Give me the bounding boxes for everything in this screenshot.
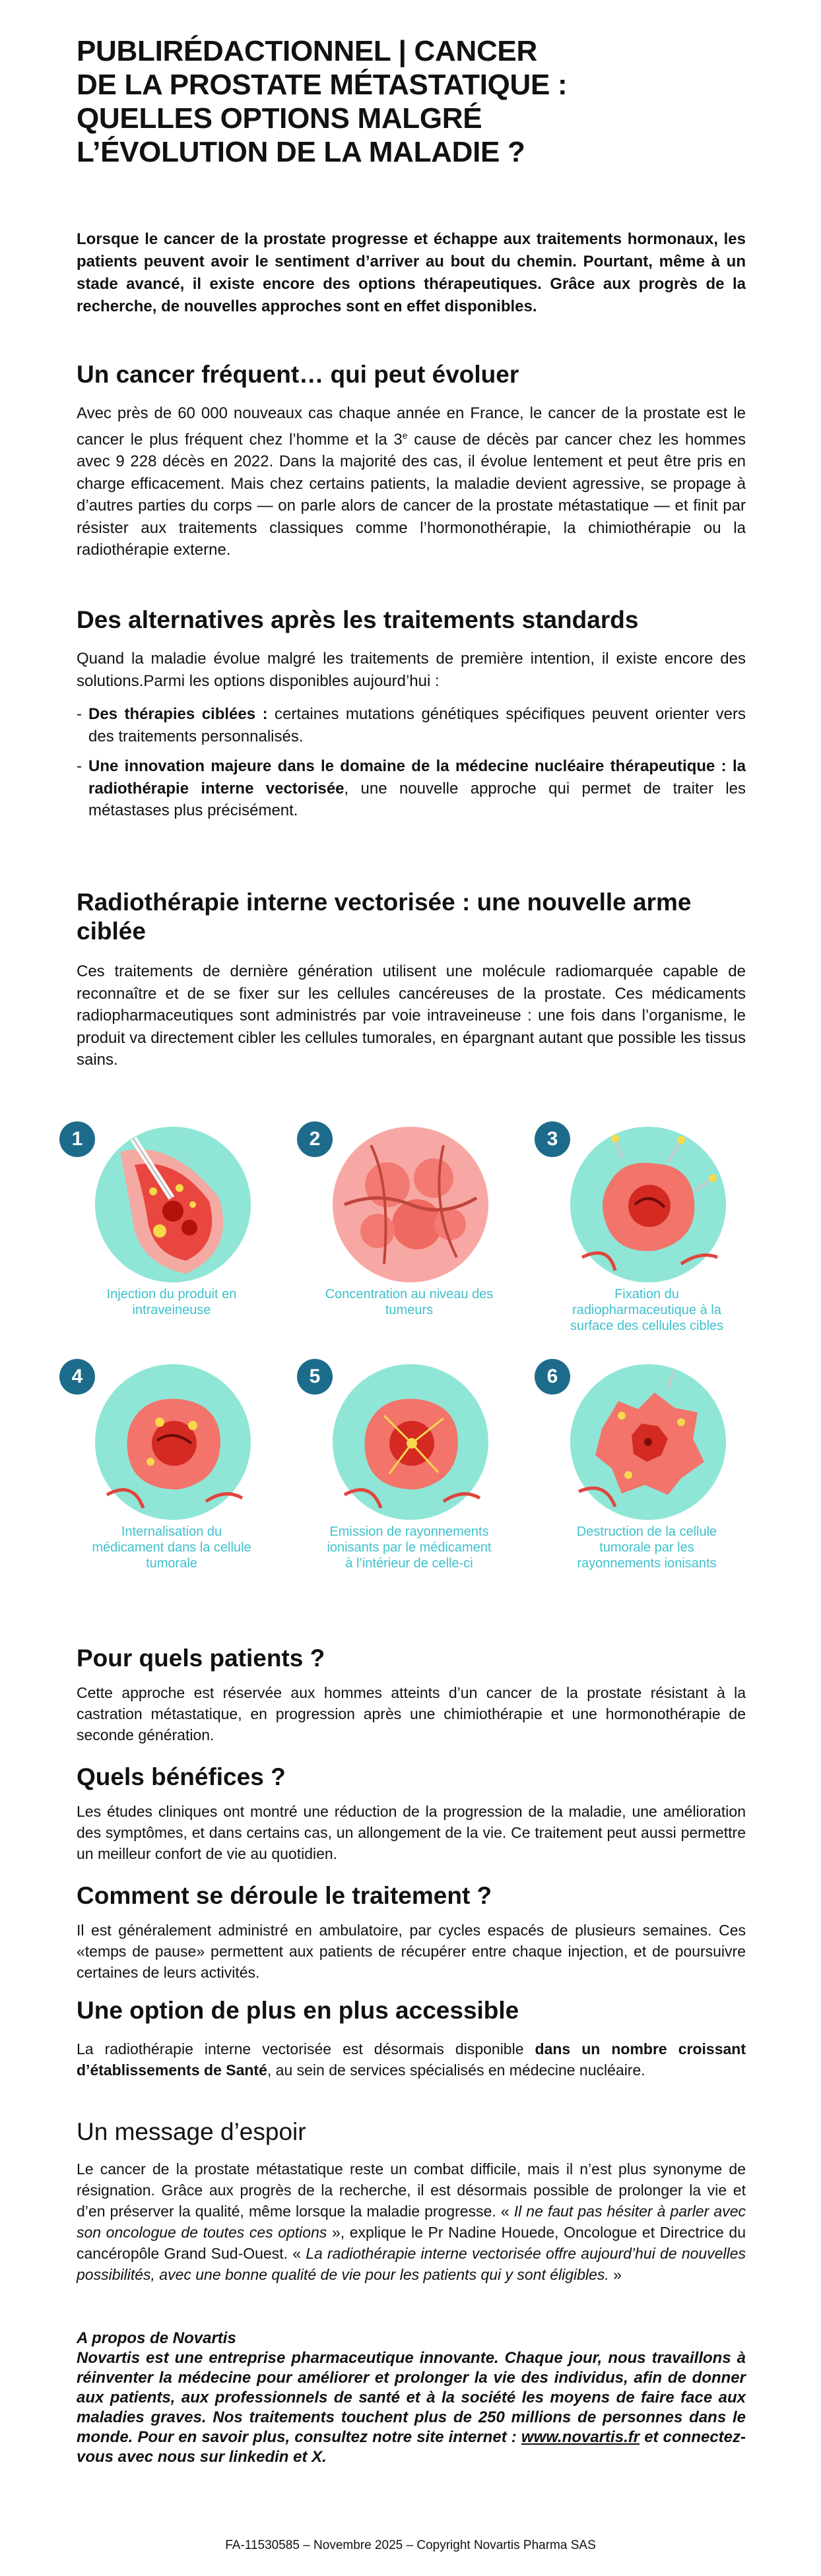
cell-binding-illustration bbox=[569, 1125, 727, 1284]
section-paragraph: Les études cliniques ont montré une réduction de la progression de la maladie, une amélioration des symptômes, et dans certains cas, un allongement de la vie. Ce traitement peut aussi permettre un meilleur confort de vie au quotidien. bbox=[77, 1803, 746, 1862]
list-item-text: , une nouvelle approche qui permet de traiter les métastases plus précisément. bbox=[88, 779, 746, 819]
section-paragraph: Il est généralement administré en ambulatoire, par cycles espacés de plusieurs semaines. Ces «temps de pause» permettent aux patients de récupérer entre chaque injection, et de poursuivre certaines de leurs activités. bbox=[77, 1922, 746, 1981]
step-number-badge: 1 bbox=[59, 1121, 95, 1157]
tumor-tissue-illustration bbox=[331, 1125, 490, 1284]
title-line: PUBLIRÉDACTIONNEL | CANCER bbox=[77, 35, 537, 67]
section-heading: Comment se déroule le traitement ? bbox=[77, 1882, 492, 1909]
title-line: QUELLES OPTIONS MALGRÉ bbox=[77, 102, 482, 135]
step-caption: Fixation du radiopharmaceutique à la surface des cellules cibles bbox=[570, 1287, 724, 1333]
text-fragment: Novartis est une entreprise pharmaceutique innovante. Chaque jour, nous travaillons à réinventer la médecine pour améliorer et prolonger la vie des individus, afin de donner aux patients, aux professionnels de santé et à la société les moyens de faire face aux maladies graves. Nos traitements touchent plus de 250 millions de personnes dans le monde. Pour en savoir plus, consultez notre site internet : bbox=[77, 2349, 746, 2446]
list-item bbox=[77, 703, 746, 747]
list-item-text: certaines mutations génétiques spécifiques peuvent orienter vers des traitements personnalisés. bbox=[88, 705, 746, 745]
section-paragraph bbox=[77, 2158, 746, 2285]
treatment-steps-grid bbox=[59, 1121, 772, 1596]
text-fragment: Le cancer de la prostate métastatique reste un combat difficile, mais il n’est plus synonyme de résignation. Grâce aux progrès de la recherche, il est désormais possible de prolonger la vie et d’en préserver la qualité, même lorsque la maladie progresse. « bbox=[77, 2160, 746, 2220]
step-caption: Internalisation du médicament dans la cellule tumorale bbox=[92, 1524, 251, 1571]
novartis-website-link[interactable]: www.novartis.fr bbox=[521, 2428, 640, 2446]
step-4 bbox=[59, 1359, 277, 1583]
section-heading: Pour quels patients ? bbox=[77, 1645, 325, 1672]
section-heading: Une option de plus en plus accessible bbox=[77, 1997, 519, 2024]
section-heading: Un message d’espoir bbox=[77, 2118, 306, 2145]
step-caption: Emission de rayonnements ionisants par le médicament à l’intérieur de celle-ci bbox=[327, 1524, 492, 1571]
step-number-badge: 2 bbox=[297, 1121, 333, 1157]
radiation-emission-illustration bbox=[331, 1363, 490, 1521]
list-item-bold: Des thérapies ciblées : bbox=[88, 705, 268, 723]
about-heading: A propos de Novartis bbox=[77, 2329, 236, 2347]
intro-paragraph: Lorsque le cancer de la prostate progresse et échappe aux traitements hormonaux, les patients peuvent avoir le sentiment d’arriver au bout du chemin. Pourtant, même à un stade avancé, il existe encore des options thérapeutiques. Grâce aux progrès de la recherche, de nouvelles approches sont en effet disponibles. bbox=[77, 230, 746, 315]
superscript: e bbox=[402, 429, 408, 441]
section-paragraph bbox=[77, 402, 746, 561]
section-heading: Des alternatives après les traitements standards bbox=[77, 606, 639, 633]
footer-copyright: FA-11530585 – Novembre 2025 – Copyright Novartis Pharma SAS bbox=[225, 2538, 596, 2552]
text-fragment: La radiothérapie interne vectorisée est désormais disponible bbox=[77, 2040, 535, 2058]
text-fragment: cause de décès par cancer chez les hommes avec 9 228 décès en 2022. Dans la majorité des cas, il évolue lentement et peut être pris en charge efficacement. Mais chez certains patients, la maladie devient agressive, se propage à d’autres parties du corps — on parle alors de cancer de la prostate métastatique — et finit par résister aux traitements classiques comme l’hormonothérapie, la chimiothérapie ou la radiothérapie externe. bbox=[77, 430, 746, 559]
about-paragraph bbox=[77, 2348, 746, 2467]
section-paragraph: Quand la maladie évolue malgré les traitements de première intention, il existe encore des solutions.Parmi les options disponibles aujourd’hui : bbox=[77, 650, 746, 690]
vein-injection-illustration bbox=[94, 1125, 252, 1284]
article-title bbox=[77, 34, 746, 169]
section-heading: Radiothérapie interne vectorisée : une nouvelle arme ciblée bbox=[77, 889, 692, 945]
list-item-bold: Une innovation majeure dans le domaine de la médecine nucléaire thérapeutique : la radiothérapie interne vectorisée bbox=[88, 757, 746, 798]
step-6 bbox=[535, 1359, 752, 1583]
step-number-badge: 3 bbox=[535, 1121, 570, 1157]
section-heading: Quels bénéfices ? bbox=[77, 1763, 286, 1790]
step-number-badge: 6 bbox=[535, 1359, 570, 1395]
step-5 bbox=[297, 1359, 515, 1583]
text-fragment-bold: dans un nombre croissant d’établissements de Santé bbox=[77, 2040, 746, 2079]
section-paragraph: Ces traitements de dernière génération utilisent une molécule radiomarquée capable de reconnaître et de se fixer sur les cellules cancéreuses de la prostate. Ces médicaments radiopharmaceutiques sont administrés par voie intraveineuse : une fois dans l’organisme, le produit va directement cibler les cellules tumorales, en épargnant autant que possible les tissus sains. bbox=[77, 962, 746, 1069]
text-fragment: », explique le Pr Nadine Houede, Oncologue et Directrice du cancéropôle Grand Sud-Ouest. « bbox=[77, 2224, 746, 2262]
options-list bbox=[77, 703, 746, 830]
quote-italic: La radiothérapie interne vectorisée offre aujourd’hui de nouvelles possibilités, avec une bonne qualité de vie pour les patients qui y sont éligibles. bbox=[77, 2245, 746, 2283]
step-1 bbox=[59, 1121, 277, 1346]
step-3 bbox=[535, 1121, 752, 1346]
text-fragment: et connectez-vous avec nous sur linkedin et X. bbox=[77, 2428, 746, 2466]
about-section bbox=[77, 2329, 746, 2467]
cell-destruction-illustration bbox=[569, 1363, 727, 1521]
text-fragment: Avec près de 60 000 nouveaux cas chaque année en France, le cancer de la prostate est le cancer le plus fréquent chez l’homme et la 3 bbox=[77, 404, 746, 449]
title-line: DE LA PROSTATE MÉTASTATIQUE : bbox=[77, 69, 568, 101]
step-number-badge: 5 bbox=[297, 1359, 333, 1395]
step-number-badge: 4 bbox=[59, 1359, 95, 1395]
internalisation-illustration bbox=[94, 1363, 252, 1521]
step-2 bbox=[297, 1121, 515, 1346]
section-paragraph bbox=[77, 2038, 746, 2081]
step-caption: Destruction de la cellule tumorale par les rayonnements ionisants bbox=[576, 1524, 717, 1571]
text-fragment: , au sein de services spécialisés en médecine nucléaire. bbox=[267, 2061, 645, 2079]
step-caption: Concentration au niveau des tumeurs bbox=[325, 1287, 494, 1317]
section-heading: Un cancer fréquent… qui peut évoluer bbox=[77, 361, 519, 388]
quote-italic: Il ne faut pas hésiter à parler avec son oncologue de toutes ces options bbox=[77, 2203, 746, 2241]
section-paragraph: Cette approche est réservée aux hommes atteints d’un cancer de la prostate résistant à la castration métastatique, en progression après une chimiothérapie et une hormonothérapie de seconde génération. bbox=[77, 1684, 746, 1744]
list-item bbox=[77, 755, 746, 822]
step-caption: Injection du produit en intraveineuse bbox=[106, 1287, 237, 1317]
text-fragment: » bbox=[608, 2266, 622, 2283]
title-line: L’ÉVOLUTION DE LA MALADIE ? bbox=[77, 136, 525, 168]
